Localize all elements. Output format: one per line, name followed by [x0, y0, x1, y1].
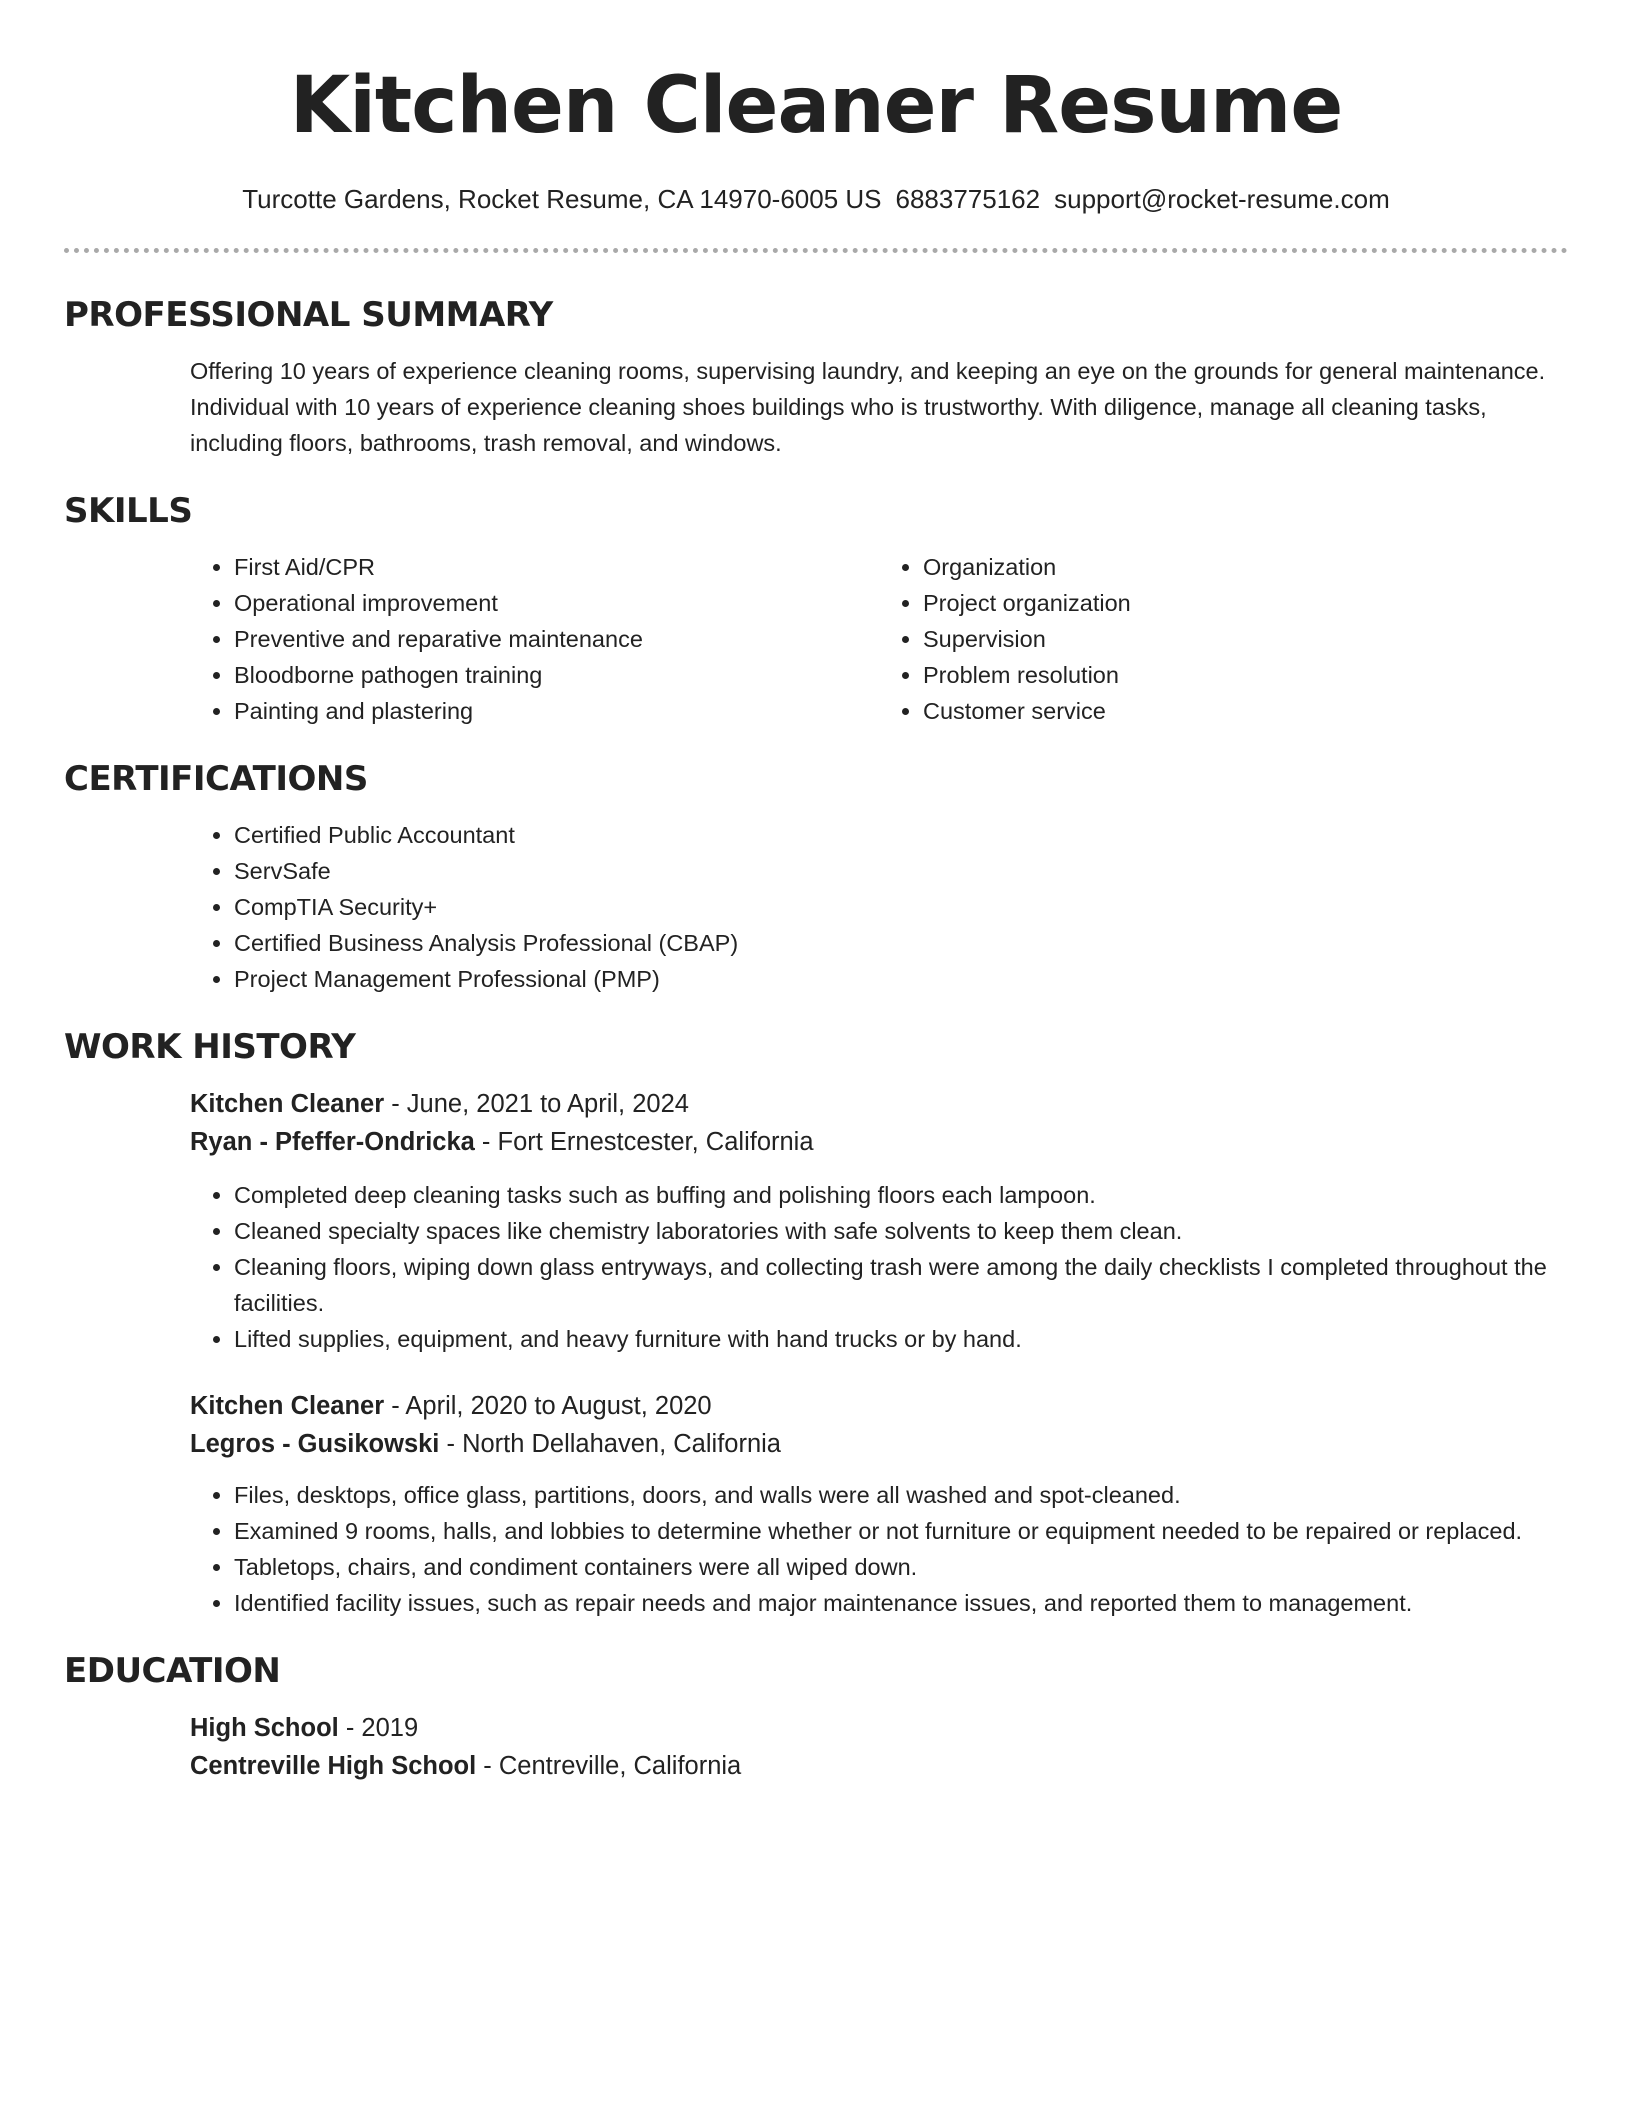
summary-section: [64, 293, 1568, 461]
education-section: [64, 1649, 1568, 1785]
skills-list-left: [190, 549, 879, 729]
job-bullet: • Examined 9 rooms, halls, and lobbies to determine whether or not furniture or equipment needed to be repaired or replaced.: [234, 1513, 1568, 1549]
certification-item: • ServSafe: [234, 853, 1568, 889]
summary-heading: PROFESSIONAL SUMMARY: [64, 295, 553, 335]
contact-line: [64, 182, 1568, 216]
education-year: - 2019: [338, 1714, 419, 1742]
education-location: - Centreville, California: [476, 1752, 742, 1780]
skill-item: • Preventive and reparative maintenance: [234, 621, 879, 657]
job-bullet: • Completed deep cleaning tasks such as buffing and polishing floors each lampoon.: [234, 1177, 1568, 1213]
certification-item: • Project Management Professional (PMP): [234, 961, 1568, 997]
skill-item: • Supervision: [923, 621, 1568, 657]
job-title: Kitchen Cleaner: [190, 1392, 385, 1420]
skill-item: • Bloodborne pathogen training: [234, 657, 879, 693]
company-line: [190, 1425, 1568, 1463]
job-bullet: • Cleaning floors, wiping down glass entryways, and collecting trash were among the daily checklists I completed throughout the facilities.: [234, 1249, 1568, 1321]
education-degree-line: [190, 1709, 1568, 1747]
job-entry: [64, 1387, 1568, 1621]
skill-item: • Operational improvement: [234, 585, 879, 621]
skill-item: • Painting and plastering: [234, 693, 879, 729]
job-dates: - June, 2021 to April, 2024: [384, 1090, 689, 1118]
certification-item: • CompTIA Security+: [234, 889, 1568, 925]
job-dates: - April, 2020 to August, 2020: [384, 1392, 712, 1420]
resume-page: [64, 0, 1568, 1785]
job-bullets: [190, 1477, 1568, 1621]
summary-text: Offering 10 years of experience cleaning rooms, supervising laundry, and keeping an eye on the grounds for general maintenance. Individual with 10 years of experience cleaning shoes buildings who is trustworthy. With diligence, manage all cleaning tasks, including floors, bathrooms, trash removal, and windows.: [190, 358, 1546, 456]
job-bullet: • Tabletops, chairs, and condiment containers were all wiped down.: [234, 1549, 1568, 1585]
education-school-line: [190, 1747, 1568, 1785]
work-history-section: [64, 1025, 1568, 1621]
contact-phone: 6883775162: [895, 184, 1041, 214]
resume-title: Kitchen Cleaner Resume: [289, 61, 1343, 151]
certifications-list: [190, 817, 1568, 997]
certification-item: • Certified Business Analysis Professional (CBAP): [234, 925, 1568, 961]
skills-section: [64, 489, 1568, 729]
skill-item: • Organization: [923, 549, 1568, 585]
skill-item: • First Aid/CPR: [234, 549, 879, 585]
job-bullets: [190, 1177, 1568, 1357]
job-title-line: [190, 1085, 1568, 1123]
company-location: - North Dellahaven, California: [439, 1430, 781, 1458]
job-bullet: • Lifted supplies, equipment, and heavy furniture with hand trucks or by hand.: [234, 1321, 1568, 1357]
skills-heading: SKILLS: [64, 491, 193, 531]
certifications-heading: CERTIFICATIONS: [64, 759, 368, 799]
job-entry: [64, 1085, 1568, 1357]
skill-item: • Customer service: [923, 693, 1568, 729]
certifications-section: [64, 757, 1568, 997]
company-line: [190, 1123, 1568, 1161]
skill-item: • Problem resolution: [923, 657, 1568, 693]
job-title-line: [190, 1387, 1568, 1425]
education-school: Centreville High School: [190, 1752, 477, 1780]
company-location: - Fort Ernestcester, California: [474, 1128, 814, 1156]
contact-email: support@rocket-resume.com: [1054, 184, 1390, 214]
contact-address: Turcotte Gardens, Rocket Resume, CA 14970-6005 US: [242, 184, 882, 214]
company-name: Legros - Gusikowski: [190, 1430, 440, 1458]
certification-item: • Certified Public Accountant: [234, 817, 1568, 853]
skills-list-right: [879, 549, 1568, 729]
job-bullet: • Identified facility issues, such as repair needs and major maintenance issues, and reported them to management.: [234, 1585, 1568, 1621]
header-divider: [64, 248, 1568, 253]
company-name: Ryan - Pfeffer-Ondricka: [190, 1128, 475, 1156]
job-bullet: • Cleaned specialty spaces like chemistry laboratories with safe solvents to keep them clean.: [234, 1213, 1568, 1249]
skill-item: • Project organization: [923, 585, 1568, 621]
work-history-heading: WORK HISTORY: [64, 1027, 356, 1067]
education-degree: High School: [190, 1714, 339, 1742]
job-bullet: • Files, desktops, office glass, partitions, doors, and walls were all washed and spot-cleaned.: [234, 1477, 1568, 1513]
education-heading: EDUCATION: [64, 1651, 281, 1691]
job-title: Kitchen Cleaner: [190, 1090, 385, 1118]
